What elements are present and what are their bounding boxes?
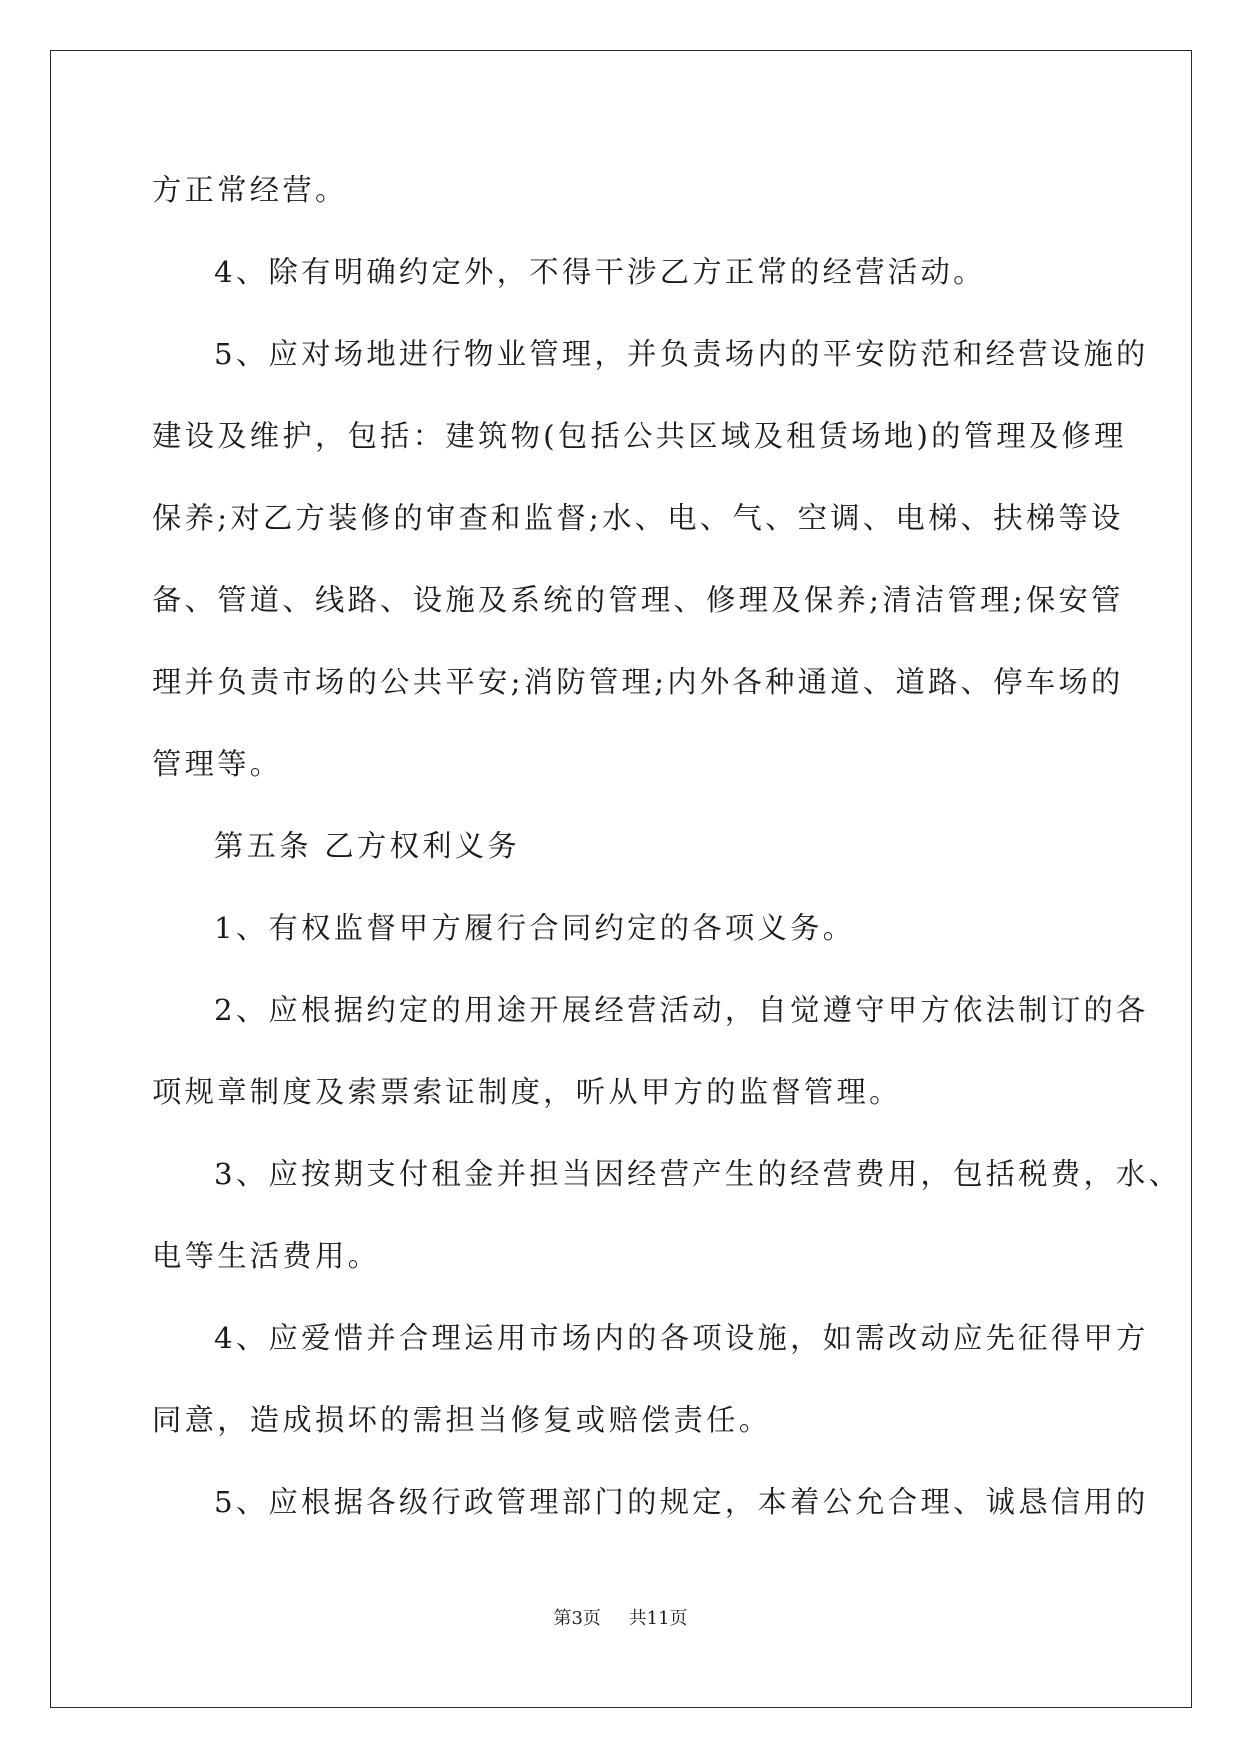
text-line: 理并负责市场的公共平安;消防管理;内外各种通道、道路、停车场的 xyxy=(152,665,1124,699)
text-line: 5、应对场地进行物业管理，并负责场内的平安防范和经营设施的 xyxy=(214,337,1149,371)
text-line: 备、管道、线路、设施及系统的管理、修理及保养;清洁管理;保安管 xyxy=(152,583,1124,617)
text-line: 4、除有明确约定外，不得干涉乙方正常的经营活动。 xyxy=(214,255,986,289)
page-number-total: 共11页 xyxy=(628,1608,688,1629)
page-footer xyxy=(0,1608,1241,1630)
text-line: 同意，造成损坏的需担当修复或赔偿责任。 xyxy=(152,1403,772,1437)
text-line: 4、应爱惜并合理运用市场内的各项设施，如需改动应先征得甲方 xyxy=(214,1321,1149,1355)
text-line: 项规章制度及索票索证制度，听从甲方的监督管理。 xyxy=(152,1075,902,1109)
text-line: 电等生活费用。 xyxy=(152,1239,381,1273)
text-line: 保养;对乙方装修的审查和监督;水、电、气、空调、电梯、扶梯等设 xyxy=(152,501,1124,535)
text-line: 5、应根据各级行政管理部门的规定，本着公允合理、诚恳信用的 xyxy=(214,1485,1149,1519)
text-line: 3、应按期支付租金并担当因经营产生的经营费用，包括税费，水、 xyxy=(214,1157,1182,1191)
text-line: 方正常经营。 xyxy=(152,173,348,207)
text-line: 1、有权监督甲方履行合同约定的各项义务。 xyxy=(214,911,856,945)
text-line: 管理等。 xyxy=(152,747,283,781)
page-border xyxy=(50,50,1192,1708)
page-number-current: 第3页 xyxy=(553,1608,601,1629)
section-heading: 第五条 乙方权利义务 xyxy=(214,829,520,863)
text-line: 2、应根据约定的用途开展经营活动，自觉遵守甲方依法制订的各 xyxy=(214,993,1149,1027)
text-line: 建设及维护，包括：建筑物(包括公共区域及租赁场地)的管理及修理 xyxy=(152,419,1127,453)
